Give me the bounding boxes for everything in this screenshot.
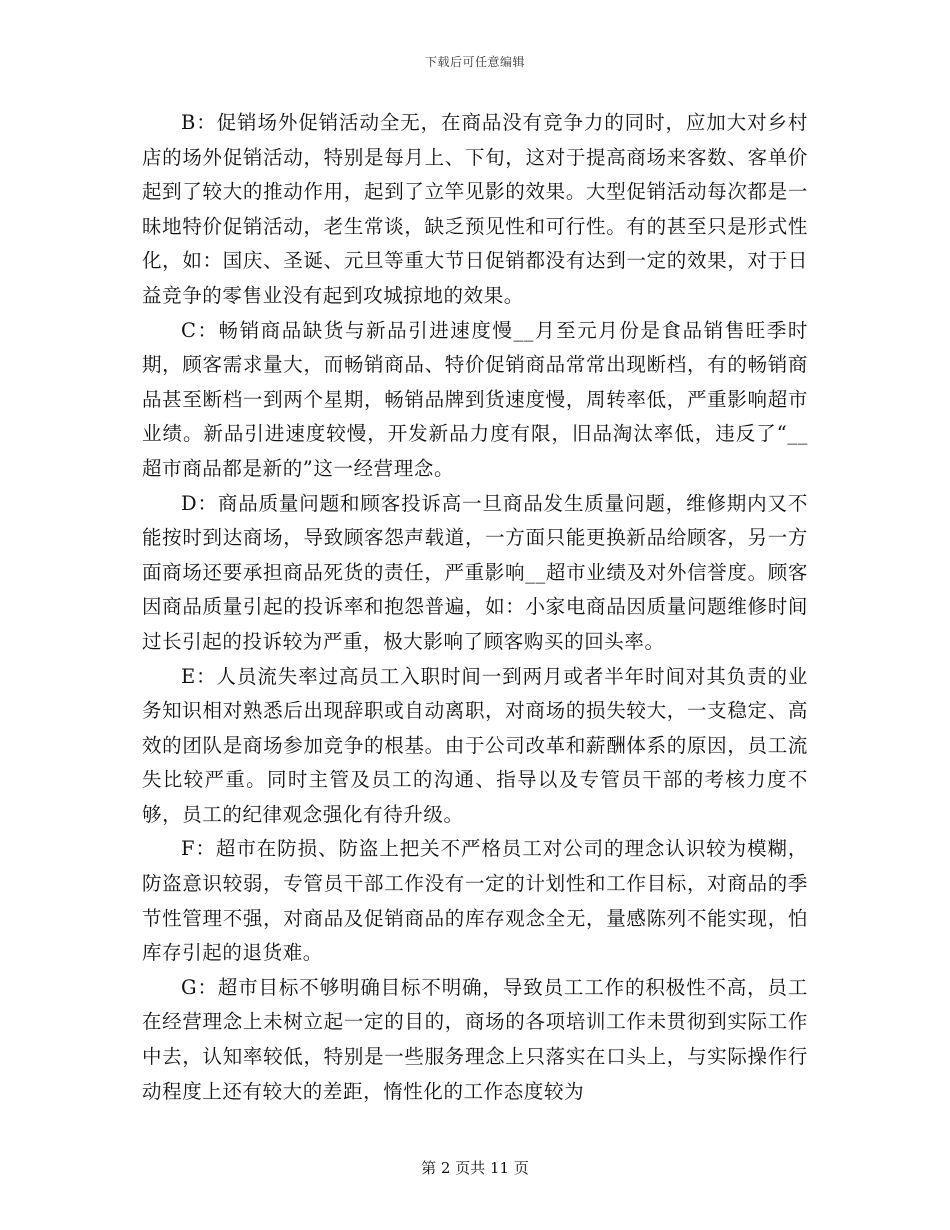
page-number-footer: 第 2 页共 11 页 bbox=[421, 1159, 529, 1177]
paragraph-f: F：超市在防损、防盗上把关不严格员工对公司的理念认识较为模糊，防盗意识较弱，专管员干部工作没有一定的计划性和工作目标，对商品的季节性管理不强，对商品及促销商品的库存观念全无，量感陈列不能实现，怕库存引起的退货难。 bbox=[142, 837, 808, 965]
page-header: 下载后可任意编辑 bbox=[424, 55, 525, 69]
document-body bbox=[142, 106, 808, 1109]
paragraph-e: E：人员流失率过高员工入职时间一到两月或者半年时间对其负责的业务知识相对熟悉后出现辞职或自动离职，对商场的损失较大，一支稳定、高效的团队是商场参加竞争的根基。由于公司改革和薪酬体系的原因，员工流失比较严重。同时主管及员工的沟通、指导以及专管员干部的考核力度不够，员工的纪律观念强化有待升级。 bbox=[142, 664, 808, 826]
paragraph-b: B：促销场外促销活动全无，在商品没有竞争力的同时，应加大对乡村店的场外促销活动，特别是每月上、下旬，这对于提高商场来客数、客单价起到了较大的推动作用，起到了立竿见影的效果。大型促销活动每次都是一昧地特价促销活动，老生常谈，缺乏预见性和可行性。有的甚至只是形式性化，如：国庆、圣诞、元旦等重大节日促销都没有达到一定的效果，对于日益竞争的零售业没有起到攻城掠地的效果。 bbox=[142, 111, 808, 307]
paragraph-g: G：超市目标不够明确目标不明确，导致员工工作的积极性不高，员工在经营理念上未树立起一定的目的，商场的各项培训工作未贯彻到实际工作中去，认知率较低，特别是一些服务理念上只落实在口头上，与实际操作行动程度上还有较大的差距，惰性化的工作态度较为 bbox=[142, 975, 808, 1103]
paragraph-d: D：商品质量问题和顾客投诉高一旦商品发生质量问题，维修期内又不能按时到达商场，导致顾客怨声载道，一方面只能更换新品给顾客，另一方面商场还要承担商品死货的责任，严重影响__超市业绩及对外信誉度。顾客因商品质量引起的投诉率和抱怨普遍，如：小家电商品因质量问题维修时间过长引起的投诉较为严重，极大影响了顾客购买的回头率。 bbox=[142, 491, 808, 653]
paragraph-c: C：畅销商品缺货与新品引进速度慢__月至元月份是食品销售旺季时期，顾客需求量大，而畅销商品、特价促销商品常常出现断档，有的畅销商品甚至断档一到两个星期，畅销品牌到货速度慢，周转率低，严重影响超市业绩。新品引进速度较慢，开发新品力度有限，旧品淘汰率低，违反了“__超市商品都是新的”这一经营理念。 bbox=[142, 318, 808, 480]
